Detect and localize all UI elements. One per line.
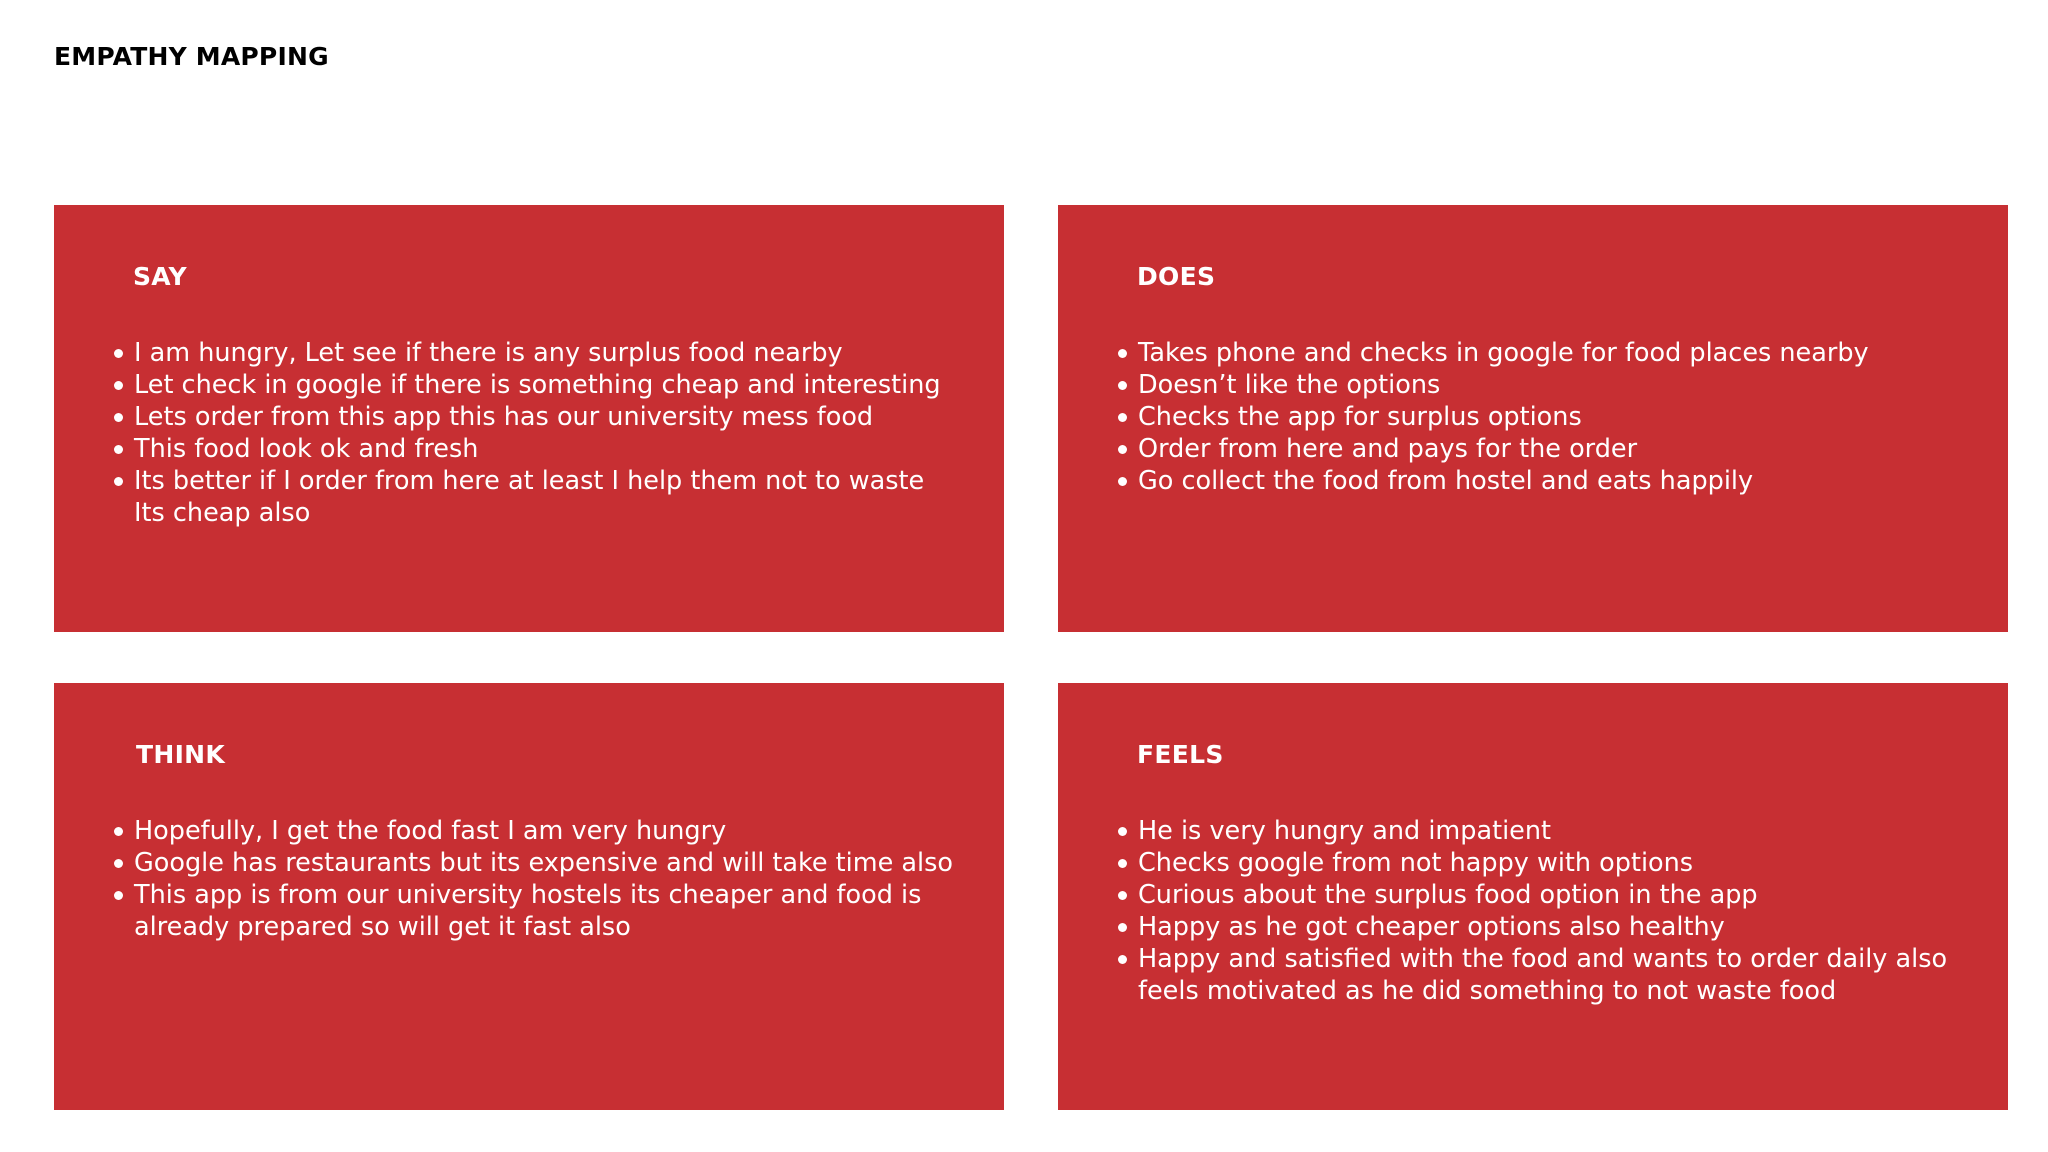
bullet-icon xyxy=(114,827,123,836)
feels-item: Curious about the surplus food option in the app xyxy=(1117,879,1988,911)
bullet-icon xyxy=(114,891,123,900)
bullet-icon xyxy=(1118,923,1127,932)
does-item: Takes phone and checks in google for food places nearby xyxy=(1117,337,1988,369)
say-item: I am hungry, Let see if there is any surplus food nearby xyxy=(113,337,984,369)
bullet-icon xyxy=(114,477,123,486)
bullet-icon xyxy=(1118,349,1127,358)
does-list xyxy=(1117,337,1988,497)
does-quadrant xyxy=(1058,205,2008,632)
think-quadrant xyxy=(54,683,1004,1110)
does-heading: DOES xyxy=(1137,262,1216,291)
say-item: This food look ok and fresh xyxy=(113,433,984,465)
think-item: Hopefully, I get the food fast I am very hungry xyxy=(113,815,984,847)
bullet-icon xyxy=(1118,955,1127,964)
feels-quadrant xyxy=(1058,683,2008,1110)
page-title: EMPATHY MAPPING xyxy=(54,42,329,71)
say-item-continuation: Its cheap also xyxy=(134,498,311,528)
say-item: Lets order from this app this has our university mess food xyxy=(113,401,984,433)
feels-heading: FEELS xyxy=(1137,740,1224,769)
think-item: This app is from our university hostels its cheaper and food is already prepared so will get it fast also xyxy=(113,879,984,943)
feels-item: Checks google from not happy with options xyxy=(1117,847,1988,879)
bullet-icon xyxy=(114,445,123,454)
feels-item-continuation: feels motivated as he did something to not waste food xyxy=(1138,976,1837,1006)
bullet-icon xyxy=(1118,891,1127,900)
say-heading: SAY xyxy=(133,262,187,291)
bullet-icon xyxy=(1118,413,1127,422)
does-item: Doesn’t like the options xyxy=(1117,369,1988,401)
does-item: Go collect the food from hostel and eats happily xyxy=(1117,465,1988,497)
bullet-icon xyxy=(1118,445,1127,454)
bullet-icon xyxy=(114,413,123,422)
feels-item: Happy as he got cheaper options also healthy xyxy=(1117,911,1988,943)
bullet-icon xyxy=(1118,827,1127,836)
bullet-icon xyxy=(114,859,123,868)
bullet-icon xyxy=(1118,859,1127,868)
think-item: Google has restaurants but its expensive and will take time also xyxy=(113,847,984,879)
think-item-continuation: already prepared so will get it fast also xyxy=(134,912,631,942)
say-item: Let check in google if there is something cheap and interesting xyxy=(113,369,984,401)
feels-item: He is very hungry and impatient xyxy=(1117,815,1988,847)
bullet-icon xyxy=(114,381,123,390)
bullet-icon xyxy=(114,349,123,358)
say-list xyxy=(113,337,984,529)
bullet-icon xyxy=(1118,477,1127,486)
does-item: Checks the app for surplus options xyxy=(1117,401,1988,433)
say-item: Its better if I order from here at least I help them not to waste Its cheap also xyxy=(113,465,984,529)
feels-list xyxy=(1117,815,1988,1007)
think-list xyxy=(113,815,984,943)
feels-item: Happy and satisfied with the food and wants to order daily also feels motivated as he did something to not waste food xyxy=(1117,943,1988,1007)
bullet-icon xyxy=(1118,381,1127,390)
think-heading: THINK xyxy=(136,740,226,769)
say-quadrant xyxy=(54,205,1004,632)
does-item: Order from here and pays for the order xyxy=(1117,433,1988,465)
